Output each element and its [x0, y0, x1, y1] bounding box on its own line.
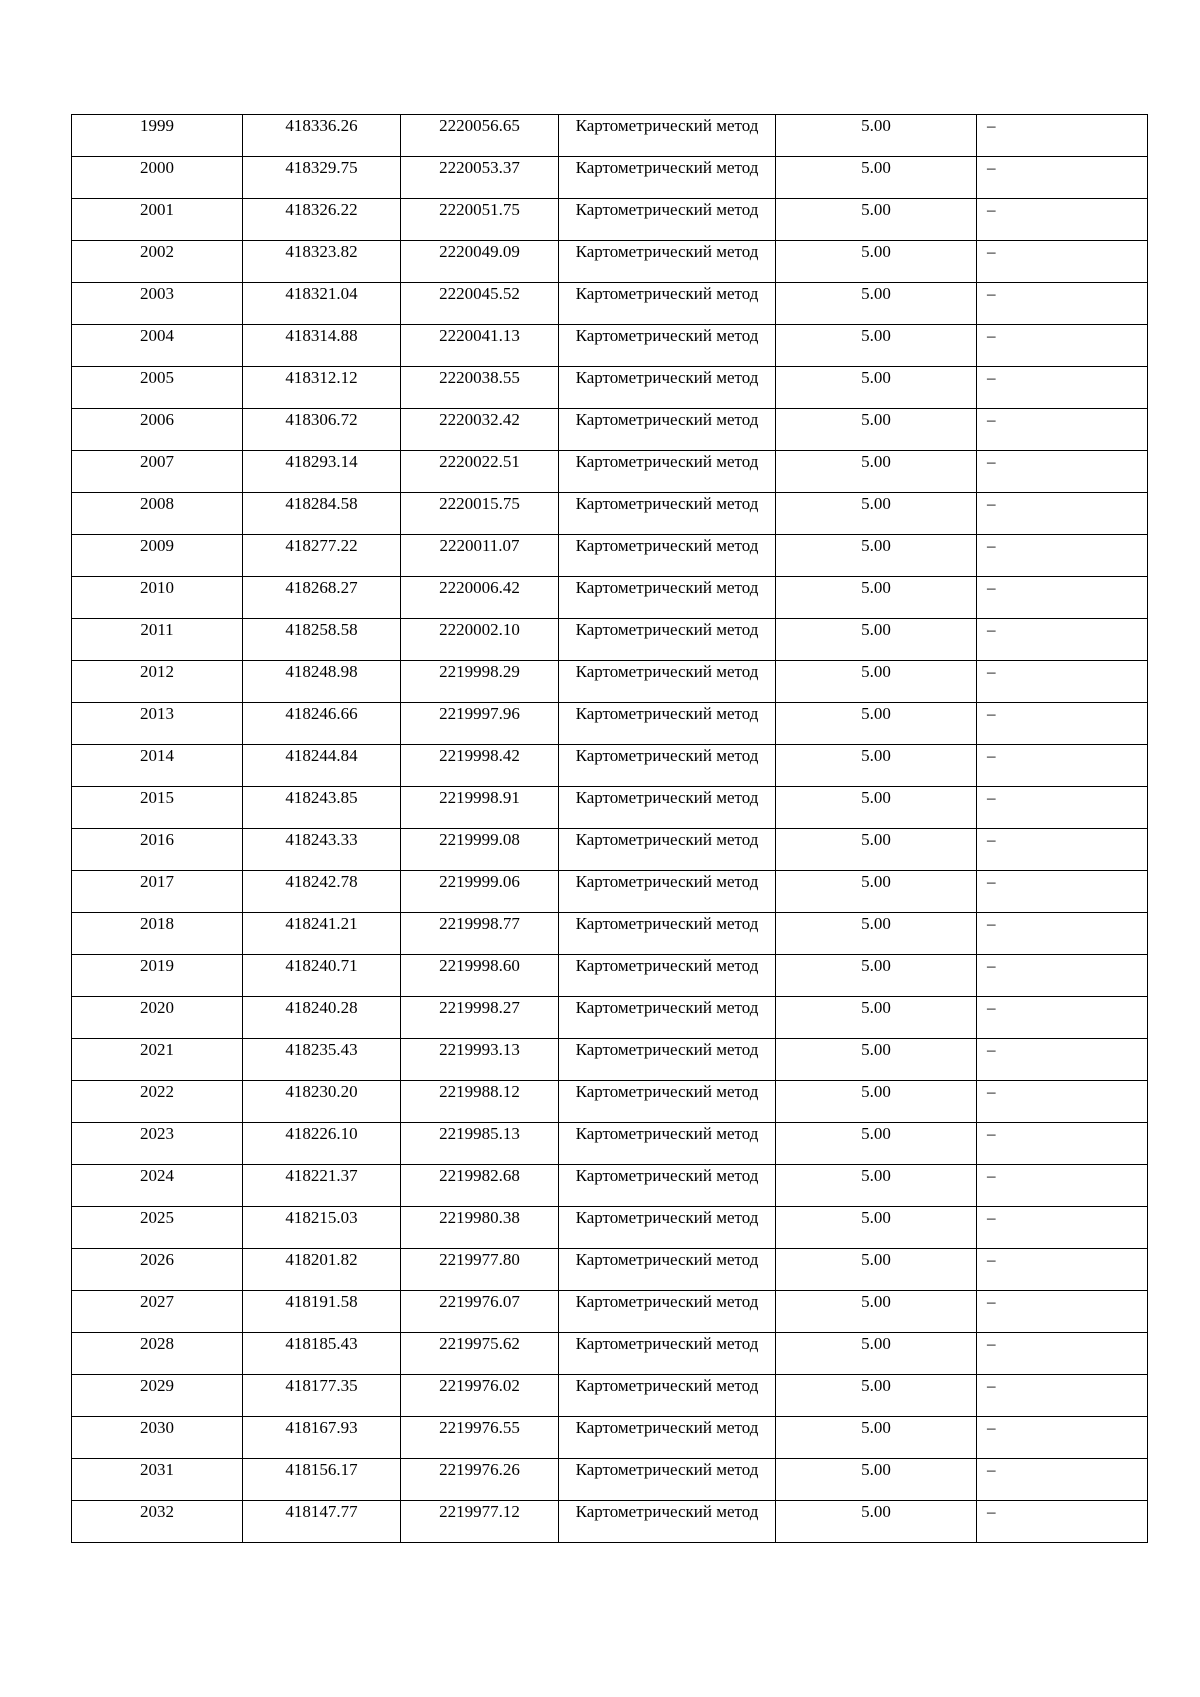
note-cell: – — [977, 199, 1148, 241]
point-number-cell: 2011 — [72, 619, 243, 661]
y-coordinate-cell: 2220051.75 — [401, 199, 559, 241]
table-row — [72, 1417, 1148, 1459]
method-cell: Картометрический метод — [559, 1165, 776, 1207]
table-row — [72, 115, 1148, 157]
y-coordinate-cell: 2220049.09 — [401, 241, 559, 283]
table-row — [72, 619, 1148, 661]
coordinates-table-body — [72, 115, 1148, 1543]
note-cell: – — [977, 1039, 1148, 1081]
note-cell: – — [977, 577, 1148, 619]
y-coordinate-cell: 2220015.75 — [401, 493, 559, 535]
point-number-cell: 2028 — [72, 1333, 243, 1375]
note-cell: – — [977, 1207, 1148, 1249]
table-row — [72, 367, 1148, 409]
x-coordinate-cell: 418185.43 — [243, 1333, 401, 1375]
y-coordinate-cell: 2219997.96 — [401, 703, 559, 745]
accuracy-cell: 5.00 — [776, 1459, 977, 1501]
x-coordinate-cell: 418258.58 — [243, 619, 401, 661]
accuracy-cell: 5.00 — [776, 199, 977, 241]
point-number-cell: 2009 — [72, 535, 243, 577]
y-coordinate-cell: 2220041.13 — [401, 325, 559, 367]
note-cell: – — [977, 241, 1148, 283]
coordinates-table — [71, 114, 1148, 1543]
x-coordinate-cell: 418246.66 — [243, 703, 401, 745]
y-coordinate-cell: 2219977.80 — [401, 1249, 559, 1291]
accuracy-cell: 5.00 — [776, 1123, 977, 1165]
y-coordinate-cell: 2219977.12 — [401, 1501, 559, 1543]
table-row — [72, 1249, 1148, 1291]
note-cell: – — [977, 1165, 1148, 1207]
point-number-cell: 2012 — [72, 661, 243, 703]
table-row — [72, 283, 1148, 325]
y-coordinate-cell: 2219982.68 — [401, 1165, 559, 1207]
method-cell: Картометрический метод — [559, 283, 776, 325]
point-number-cell: 2015 — [72, 787, 243, 829]
y-coordinate-cell: 2220006.42 — [401, 577, 559, 619]
accuracy-cell: 5.00 — [776, 1249, 977, 1291]
point-number-cell: 2020 — [72, 997, 243, 1039]
note-cell: – — [977, 619, 1148, 661]
method-cell: Картометрический метод — [559, 997, 776, 1039]
method-cell: Картометрический метод — [559, 619, 776, 661]
table-row — [72, 1123, 1148, 1165]
accuracy-cell: 5.00 — [776, 913, 977, 955]
x-coordinate-cell: 418336.26 — [243, 115, 401, 157]
table-row — [72, 325, 1148, 367]
point-number-cell: 2022 — [72, 1081, 243, 1123]
table-row — [72, 955, 1148, 997]
x-coordinate-cell: 418268.27 — [243, 577, 401, 619]
table-row — [72, 1039, 1148, 1081]
y-coordinate-cell: 2219976.02 — [401, 1375, 559, 1417]
y-coordinate-cell: 2220022.51 — [401, 451, 559, 493]
note-cell: – — [977, 1459, 1148, 1501]
y-coordinate-cell: 2220045.52 — [401, 283, 559, 325]
x-coordinate-cell: 418243.85 — [243, 787, 401, 829]
note-cell: – — [977, 1333, 1148, 1375]
method-cell: Картометрический метод — [559, 157, 776, 199]
method-cell: Картометрический метод — [559, 493, 776, 535]
method-cell: Картометрический метод — [559, 1333, 776, 1375]
x-coordinate-cell: 418312.12 — [243, 367, 401, 409]
table-row — [72, 787, 1148, 829]
table-row — [72, 409, 1148, 451]
accuracy-cell: 5.00 — [776, 283, 977, 325]
y-coordinate-cell: 2219976.07 — [401, 1291, 559, 1333]
method-cell: Картометрический метод — [559, 1207, 776, 1249]
method-cell: Картометрический метод — [559, 787, 776, 829]
method-cell: Картометрический метод — [559, 409, 776, 451]
point-number-cell: 2007 — [72, 451, 243, 493]
accuracy-cell: 5.00 — [776, 1165, 977, 1207]
note-cell: – — [977, 1081, 1148, 1123]
method-cell: Картометрический метод — [559, 577, 776, 619]
x-coordinate-cell: 418241.21 — [243, 913, 401, 955]
x-coordinate-cell: 418215.03 — [243, 1207, 401, 1249]
method-cell: Картометрический метод — [559, 1081, 776, 1123]
method-cell: Картометрический метод — [559, 325, 776, 367]
x-coordinate-cell: 418191.58 — [243, 1291, 401, 1333]
accuracy-cell: 5.00 — [776, 535, 977, 577]
point-number-cell: 2019 — [72, 955, 243, 997]
accuracy-cell: 5.00 — [776, 955, 977, 997]
accuracy-cell: 5.00 — [776, 493, 977, 535]
accuracy-cell: 5.00 — [776, 409, 977, 451]
accuracy-cell: 5.00 — [776, 1039, 977, 1081]
table-row — [72, 1165, 1148, 1207]
x-coordinate-cell: 418244.84 — [243, 745, 401, 787]
table-row — [72, 997, 1148, 1039]
x-coordinate-cell: 418284.58 — [243, 493, 401, 535]
table-row — [72, 493, 1148, 535]
x-coordinate-cell: 418226.10 — [243, 1123, 401, 1165]
table-row — [72, 703, 1148, 745]
accuracy-cell: 5.00 — [776, 1333, 977, 1375]
note-cell: – — [977, 703, 1148, 745]
table-row — [72, 1375, 1148, 1417]
table-row — [72, 451, 1148, 493]
table-row — [72, 1081, 1148, 1123]
accuracy-cell: 5.00 — [776, 619, 977, 661]
x-coordinate-cell: 418326.22 — [243, 199, 401, 241]
note-cell: – — [977, 493, 1148, 535]
x-coordinate-cell: 418235.43 — [243, 1039, 401, 1081]
y-coordinate-cell: 2220032.42 — [401, 409, 559, 451]
y-coordinate-cell: 2219976.26 — [401, 1459, 559, 1501]
accuracy-cell: 5.00 — [776, 451, 977, 493]
note-cell: – — [977, 325, 1148, 367]
method-cell: Картометрический метод — [559, 745, 776, 787]
x-coordinate-cell: 418248.98 — [243, 661, 401, 703]
method-cell: Картометрический метод — [559, 913, 776, 955]
y-coordinate-cell: 2220002.10 — [401, 619, 559, 661]
method-cell: Картометрический метод — [559, 241, 776, 283]
point-number-cell: 2029 — [72, 1375, 243, 1417]
point-number-cell: 2026 — [72, 1249, 243, 1291]
note-cell: – — [977, 115, 1148, 157]
x-coordinate-cell: 418243.33 — [243, 829, 401, 871]
point-number-cell: 2016 — [72, 829, 243, 871]
point-number-cell: 2002 — [72, 241, 243, 283]
method-cell: Картометрический метод — [559, 1375, 776, 1417]
table-row — [72, 1207, 1148, 1249]
y-coordinate-cell: 2219998.77 — [401, 913, 559, 955]
y-coordinate-cell: 2219980.38 — [401, 1207, 559, 1249]
method-cell: Картометрический метод — [559, 367, 776, 409]
point-number-cell: 2023 — [72, 1123, 243, 1165]
y-coordinate-cell: 2219998.27 — [401, 997, 559, 1039]
table-row — [72, 1291, 1148, 1333]
point-number-cell: 2013 — [72, 703, 243, 745]
point-number-cell: 1999 — [72, 115, 243, 157]
method-cell: Картометрический метод — [559, 1039, 776, 1081]
y-coordinate-cell: 2219998.29 — [401, 661, 559, 703]
note-cell: – — [977, 913, 1148, 955]
y-coordinate-cell: 2219975.62 — [401, 1333, 559, 1375]
table-row — [72, 1459, 1148, 1501]
point-number-cell: 2032 — [72, 1501, 243, 1543]
accuracy-cell: 5.00 — [776, 1375, 977, 1417]
note-cell: – — [977, 661, 1148, 703]
y-coordinate-cell: 2219998.60 — [401, 955, 559, 997]
x-coordinate-cell: 418167.93 — [243, 1417, 401, 1459]
x-coordinate-cell: 418323.82 — [243, 241, 401, 283]
note-cell: – — [977, 1249, 1148, 1291]
accuracy-cell: 5.00 — [776, 1291, 977, 1333]
x-coordinate-cell: 418314.88 — [243, 325, 401, 367]
method-cell: Картометрический метод — [559, 451, 776, 493]
accuracy-cell: 5.00 — [776, 1417, 977, 1459]
accuracy-cell: 5.00 — [776, 787, 977, 829]
note-cell: – — [977, 157, 1148, 199]
method-cell: Картометрический метод — [559, 1459, 776, 1501]
accuracy-cell: 5.00 — [776, 325, 977, 367]
table-row — [72, 829, 1148, 871]
x-coordinate-cell: 418240.71 — [243, 955, 401, 997]
note-cell: – — [977, 787, 1148, 829]
note-cell: – — [977, 829, 1148, 871]
x-coordinate-cell: 418201.82 — [243, 1249, 401, 1291]
accuracy-cell: 5.00 — [776, 1501, 977, 1543]
y-coordinate-cell: 2219985.13 — [401, 1123, 559, 1165]
point-number-cell: 2030 — [72, 1417, 243, 1459]
accuracy-cell: 5.00 — [776, 745, 977, 787]
table-row — [72, 913, 1148, 955]
accuracy-cell: 5.00 — [776, 829, 977, 871]
y-coordinate-cell: 2219993.13 — [401, 1039, 559, 1081]
accuracy-cell: 5.00 — [776, 115, 977, 157]
note-cell: – — [977, 367, 1148, 409]
y-coordinate-cell: 2220053.37 — [401, 157, 559, 199]
note-cell: – — [977, 871, 1148, 913]
note-cell: – — [977, 1375, 1148, 1417]
note-cell: – — [977, 1291, 1148, 1333]
x-coordinate-cell: 418177.35 — [243, 1375, 401, 1417]
x-coordinate-cell: 418293.14 — [243, 451, 401, 493]
table-row — [72, 577, 1148, 619]
accuracy-cell: 5.00 — [776, 703, 977, 745]
method-cell: Картометрический метод — [559, 829, 776, 871]
note-cell: – — [977, 535, 1148, 577]
point-number-cell: 2001 — [72, 199, 243, 241]
y-coordinate-cell: 2220056.65 — [401, 115, 559, 157]
point-number-cell: 2003 — [72, 283, 243, 325]
table-row — [72, 241, 1148, 283]
note-cell: – — [977, 1123, 1148, 1165]
y-coordinate-cell: 2220011.07 — [401, 535, 559, 577]
note-cell: – — [977, 745, 1148, 787]
note-cell: – — [977, 409, 1148, 451]
method-cell: Картометрический метод — [559, 535, 776, 577]
method-cell: Картометрический метод — [559, 1291, 776, 1333]
method-cell: Картометрический метод — [559, 115, 776, 157]
x-coordinate-cell: 418156.17 — [243, 1459, 401, 1501]
method-cell: Картометрический метод — [559, 1501, 776, 1543]
method-cell: Картометрический метод — [559, 955, 776, 997]
point-number-cell: 2000 — [72, 157, 243, 199]
document-page — [71, 114, 1148, 1543]
table-row — [72, 871, 1148, 913]
x-coordinate-cell: 418147.77 — [243, 1501, 401, 1543]
x-coordinate-cell: 418306.72 — [243, 409, 401, 451]
point-number-cell: 2005 — [72, 367, 243, 409]
accuracy-cell: 5.00 — [776, 661, 977, 703]
point-number-cell: 2014 — [72, 745, 243, 787]
accuracy-cell: 5.00 — [776, 577, 977, 619]
note-cell: – — [977, 451, 1148, 493]
y-coordinate-cell: 2219999.08 — [401, 829, 559, 871]
method-cell: Картометрический метод — [559, 1123, 776, 1165]
point-number-cell: 2024 — [72, 1165, 243, 1207]
note-cell: – — [977, 1501, 1148, 1543]
note-cell: – — [977, 955, 1148, 997]
y-coordinate-cell: 2219998.91 — [401, 787, 559, 829]
method-cell: Картометрический метод — [559, 1249, 776, 1291]
x-coordinate-cell: 418321.04 — [243, 283, 401, 325]
y-coordinate-cell: 2220038.55 — [401, 367, 559, 409]
x-coordinate-cell: 418329.75 — [243, 157, 401, 199]
table-row — [72, 661, 1148, 703]
y-coordinate-cell: 2219976.55 — [401, 1417, 559, 1459]
point-number-cell: 2004 — [72, 325, 243, 367]
y-coordinate-cell: 2219999.06 — [401, 871, 559, 913]
table-row — [72, 1501, 1148, 1543]
x-coordinate-cell: 418221.37 — [243, 1165, 401, 1207]
x-coordinate-cell: 418230.20 — [243, 1081, 401, 1123]
accuracy-cell: 5.00 — [776, 1207, 977, 1249]
y-coordinate-cell: 2219998.42 — [401, 745, 559, 787]
accuracy-cell: 5.00 — [776, 367, 977, 409]
point-number-cell: 2018 — [72, 913, 243, 955]
note-cell: – — [977, 997, 1148, 1039]
y-coordinate-cell: 2219988.12 — [401, 1081, 559, 1123]
table-row — [72, 157, 1148, 199]
accuracy-cell: 5.00 — [776, 241, 977, 283]
note-cell: – — [977, 1417, 1148, 1459]
accuracy-cell: 5.00 — [776, 1081, 977, 1123]
point-number-cell: 2025 — [72, 1207, 243, 1249]
method-cell: Картометрический метод — [559, 199, 776, 241]
method-cell: Картометрический метод — [559, 703, 776, 745]
point-number-cell: 2017 — [72, 871, 243, 913]
point-number-cell: 2031 — [72, 1459, 243, 1501]
point-number-cell: 2006 — [72, 409, 243, 451]
accuracy-cell: 5.00 — [776, 871, 977, 913]
x-coordinate-cell: 418240.28 — [243, 997, 401, 1039]
x-coordinate-cell: 418277.22 — [243, 535, 401, 577]
table-row — [72, 1333, 1148, 1375]
table-row — [72, 199, 1148, 241]
accuracy-cell: 5.00 — [776, 157, 977, 199]
table-row — [72, 535, 1148, 577]
method-cell: Картометрический метод — [559, 871, 776, 913]
method-cell: Картометрический метод — [559, 661, 776, 703]
point-number-cell: 2008 — [72, 493, 243, 535]
table-row — [72, 745, 1148, 787]
method-cell: Картометрический метод — [559, 1417, 776, 1459]
note-cell: – — [977, 283, 1148, 325]
x-coordinate-cell: 418242.78 — [243, 871, 401, 913]
point-number-cell: 2010 — [72, 577, 243, 619]
accuracy-cell: 5.00 — [776, 997, 977, 1039]
point-number-cell: 2027 — [72, 1291, 243, 1333]
point-number-cell: 2021 — [72, 1039, 243, 1081]
